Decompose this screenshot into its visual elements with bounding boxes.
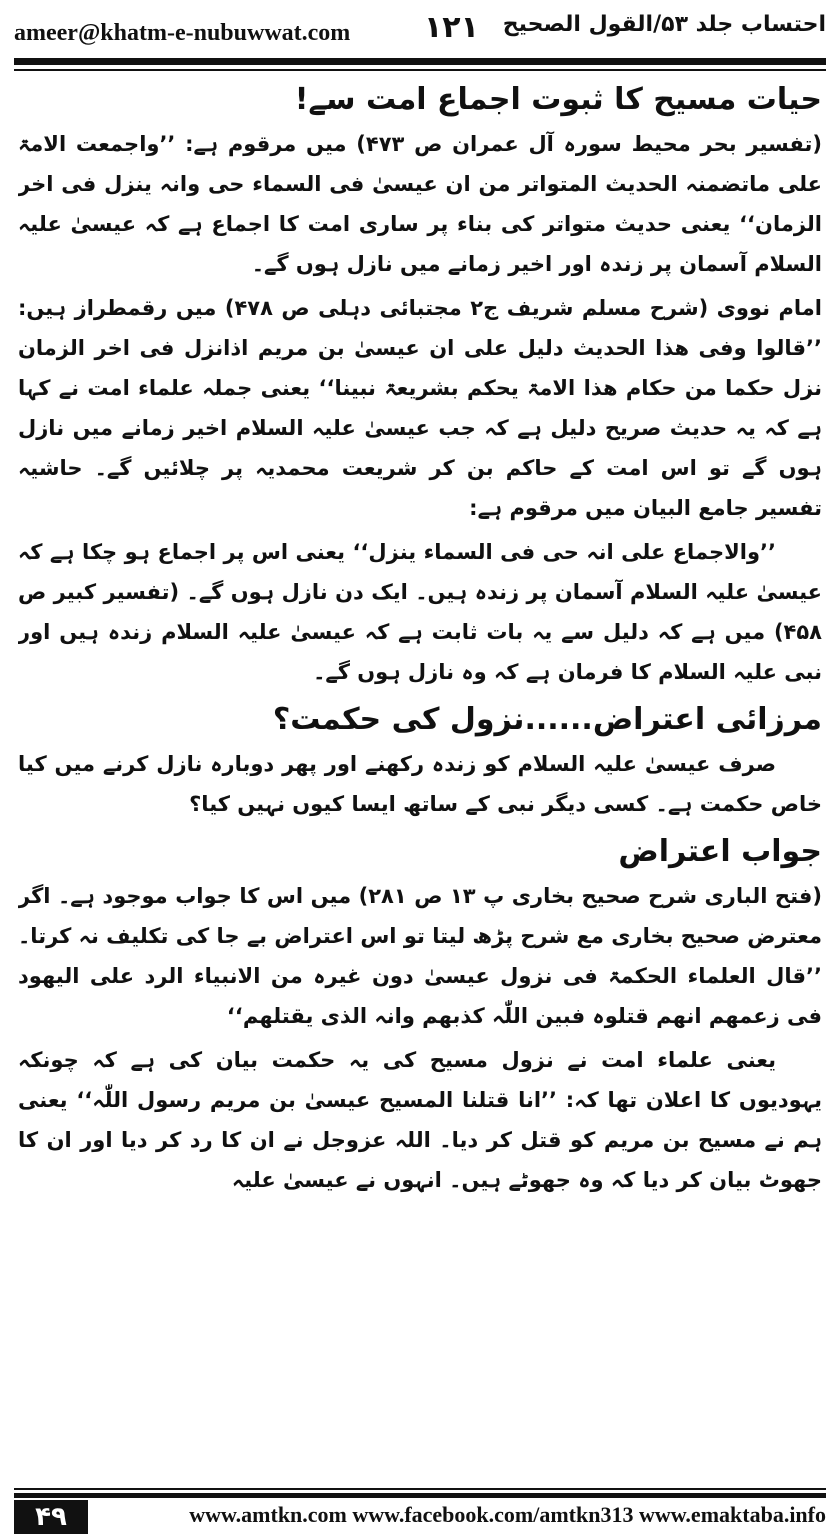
header-rule-thick	[14, 58, 826, 65]
section-heading-answer: جواب اعتراض	[618, 834, 822, 869]
footer-rule-thick	[14, 1493, 826, 1498]
paragraph-objection: صرف عیسیٰ علیہ السلام کو زندہ رکھنے اور پھر دوبارہ نازل کرنے میں کیا خاص حکمت ہے۔ کسی دیگر نبی کے ساتھ ایسا کیوں نہیں کیا؟	[18, 752, 822, 816]
section-heading-hayat-masih: حیات مسیح کا ثبوت اجماع امت سے!	[294, 82, 822, 117]
header-book-title: احتساب جلد ۵۳/القول الصحیح	[502, 12, 826, 37]
footer-page-number: ۴۹	[14, 1500, 88, 1534]
header-email: ameer@khatm-e-nubuwwat.com	[14, 20, 351, 46]
paragraph-bahr-muhit: (تفسیر بحر محیط سورہ آل عمران ص ۴۷۳) میں مرقوم ہے: ’’واجمعت الامۃ علی ماتضمنہ الحدیث المتواتر من ان عیسیٰ فی السماء حی وانہ ینزل فی اخر الزمان‘‘ یعنی حدیث متواتر کی بناء پر ساری امت کا اجماع ہے کہ عیسیٰ علیہ السلام آسمان پر زندہ اور اخیر زمانے میں نازل ہوں گے۔	[18, 132, 822, 276]
header-rule-thin	[14, 69, 826, 71]
paragraph-ijma: ’’والاجماع علی انہ حی فی السماء ینزل‘‘ یعنی اس پر اجماع ہو چکا ہے کہ عیسیٰ علیہ السلام آسمان پر زندہ ہیں۔ ایک دن نازل ہوں گے۔ (تفسیر کبیر ص ۴۵۸) میں ہے کہ دلیل سے یہ بات ثابت ہے کہ عیسیٰ علیہ السلام زندہ ہیں اور نبی علیہ السلام کا فرمان ہے کہ وہ نازل ہوں گے۔	[18, 540, 822, 684]
footer-rule-thin	[14, 1488, 826, 1490]
paragraph-fath-al-bari: (فتح الباری شرح صحیح بخاری پ ۱۳ ص ۲۸۱) میں اس کا جواب موجود ہے۔ اگر معترض صحیح بخاری مع شرح پڑھ لیتا تو اس اعتراض بے جا کی تکلیف نہ کرتا۔ ’’قال العلماء الحکمۃ فی نزول عیسیٰ دون غیرہ من الانبیاء الرد علی الیھود فی زعمھم انھم قتلوہ فبین اللّٰہ کذبھم وانہ الذی یقتلھم‘‘	[18, 884, 822, 1028]
page-body	[18, 76, 822, 1456]
header-page-number: ۱۲۱	[424, 10, 479, 45]
footer-links: www.amtkn.com www.facebook.com/amtkn313 www.emaktaba.info	[189, 1502, 826, 1527]
section-heading-objection: مرزائی اعتراض......نزول کی حکمت؟	[272, 702, 822, 737]
paragraph-wisdom: یعنی علماء امت نے نزول مسیح کی یہ حکمت بیان کی ہے کہ چونکہ یہودیوں کا اعلان تھا کہ: ’’انا قتلنا المسیح عیسیٰ بن مریم رسول اللّٰہ‘‘ یعنی ہم نے مسیح بن مریم کو قتل کر دیا۔ اللہ عزوجل نے ان کا رد کر دیا اور ان کا جھوٹ بیان کر دیا کہ وہ جھوٹے ہیں۔ انہوں نے عیسیٰ علیہ	[18, 1048, 822, 1192]
paragraph-imam-nawawi: امام نووی (شرح مسلم شریف ج۲ مجتبائی دہلی ص ۴۷۸) میں رقمطراز ہیں: ’’قالوا وفی ھذا الحدیث دلیل علی ان عیسیٰ بن مریم اذانزل فی اخر الزمان نزل حکما من حکام ھذا الامۃ یحکم بشریعۃ نبینا‘‘ یعنی جملہ علماء امت نے کہا ہے کہ یہ حدیث صریح دلیل ہے کہ جب عیسیٰ علیہ السلام اخیر زمانے میں نازل ہوں گے تو اس امت کے حاکم بن کر شریعت محمدیہ پر چلائیں گے۔ حاشیہ تفسیر جامع البیان میں مرقوم ہے:	[18, 296, 822, 520]
page-header	[14, 8, 826, 52]
